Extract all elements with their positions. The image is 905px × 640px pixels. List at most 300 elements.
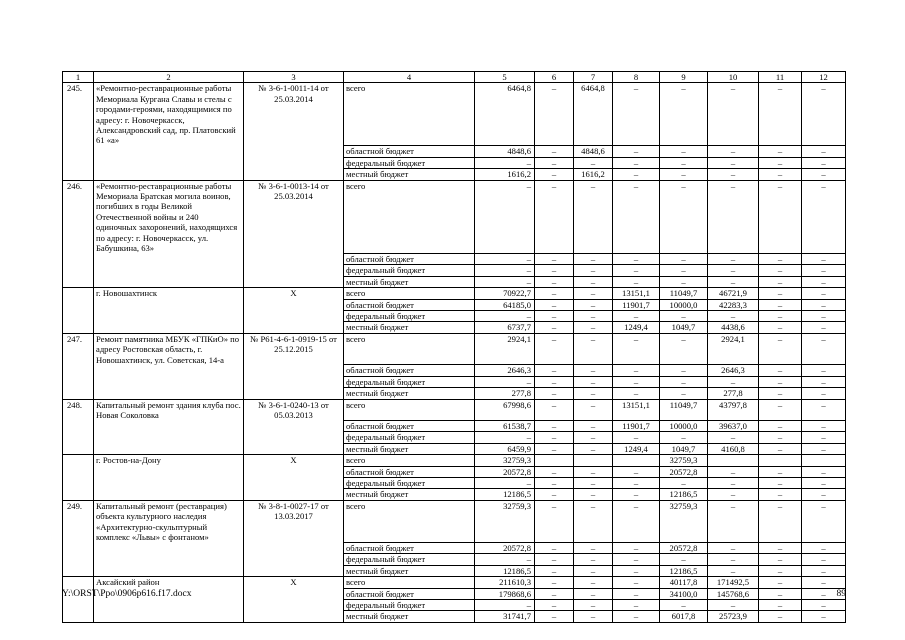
row-index (63, 265, 94, 276)
value-cell-c9: – (660, 432, 708, 443)
value-cell-c8: – (613, 310, 660, 321)
value-cell-c8: 11901,7 (613, 421, 660, 432)
value-cell-c9: – (660, 253, 708, 264)
row-index (63, 466, 94, 477)
document-number: № 3-6-1-0240-13 от 05.03.2013 (244, 399, 344, 420)
value-cell-c9: – (660, 554, 708, 565)
value-cell-c10 (708, 455, 759, 466)
value-cell-c9: 20572,8 (660, 466, 708, 477)
value-cell-c11: – (759, 310, 802, 321)
value-cell-c10: – (708, 310, 759, 321)
value-cell-c6: – (535, 600, 574, 611)
budget-source-label: федеральный бюджет (344, 265, 475, 276)
header-cell: 1 (63, 72, 94, 83)
object-name (94, 276, 244, 287)
value-cell-c9: – (660, 388, 708, 399)
document-number (244, 365, 344, 376)
value-cell-c9: – (660, 146, 708, 157)
value-cell-c7: – (574, 432, 613, 443)
object-name (94, 466, 244, 477)
value-cell-c5: – (475, 554, 535, 565)
budget-source-label: всего (344, 500, 475, 542)
budget-source-label: федеральный бюджет (344, 157, 475, 168)
value-cell-c10: – (708, 489, 759, 500)
value-cell-c10: – (708, 83, 759, 146)
value-cell-c8: – (613, 565, 660, 576)
value-cell-c5: 20572,8 (475, 542, 535, 553)
value-cell-c8: 11901,7 (613, 299, 660, 310)
value-cell-c12: – (802, 611, 846, 622)
value-cell-c11: – (759, 478, 802, 489)
value-cell-c5: 211610,3 (475, 577, 535, 588)
value-cell-c12: – (802, 478, 846, 489)
value-cell-c11: – (759, 322, 802, 333)
value-cell-c9: – (660, 276, 708, 287)
budget-source-label: местный бюджет (344, 169, 475, 180)
value-cell-c8: – (613, 276, 660, 287)
value-cell-c6: – (535, 146, 574, 157)
value-cell-c7: – (574, 554, 613, 565)
row-index (63, 288, 94, 299)
value-cell-c10: – (708, 432, 759, 443)
value-cell-c5: 1616,2 (475, 169, 535, 180)
header-cell: 4 (344, 72, 475, 83)
budget-source-label: местный бюджет (344, 388, 475, 399)
value-cell-c6: – (535, 299, 574, 310)
value-cell-c12: – (802, 421, 846, 432)
row-index (63, 310, 94, 321)
value-cell-c7: – (574, 180, 613, 253)
object-name (94, 443, 244, 454)
table-row (63, 157, 846, 168)
value-cell-c12 (802, 455, 846, 466)
value-cell-c10: 39637,0 (708, 421, 759, 432)
table-row (63, 299, 846, 310)
budget-source-label: федеральный бюджет (344, 310, 475, 321)
value-cell-c10: – (708, 478, 759, 489)
table-row (63, 253, 846, 264)
value-cell-c7: – (574, 376, 613, 387)
value-cell-c5: – (475, 253, 535, 264)
value-cell-c8: – (613, 600, 660, 611)
row-index (63, 388, 94, 399)
budget-source-label: федеральный бюджет (344, 376, 475, 387)
value-cell-c12: – (802, 600, 846, 611)
value-cell-c5: – (475, 265, 535, 276)
row-index (63, 611, 94, 622)
value-cell-c12: – (802, 180, 846, 253)
object-name (94, 554, 244, 565)
table-row (63, 542, 846, 553)
value-cell-c10: – (708, 157, 759, 168)
value-cell-c5: – (475, 310, 535, 321)
object-name: г. Ростов-на-Дону (94, 455, 244, 466)
budget-source-label: всего (344, 288, 475, 299)
object-name (94, 299, 244, 310)
value-cell-c10: 145768,6 (708, 588, 759, 599)
row-index: 245. (63, 83, 94, 146)
budget-source-label: всего (344, 83, 475, 146)
value-cell-c5: – (475, 276, 535, 287)
row-index: 248. (63, 399, 94, 420)
value-cell-c6: – (535, 83, 574, 146)
row-index (63, 565, 94, 576)
table-row (63, 432, 846, 443)
table-row (63, 310, 846, 321)
value-cell-c11: – (759, 388, 802, 399)
value-cell-c7: – (574, 388, 613, 399)
value-cell-c12: – (802, 565, 846, 576)
value-cell-c12: – (802, 500, 846, 542)
document-number (244, 169, 344, 180)
document-number (244, 542, 344, 553)
value-cell-c10: 2924,1 (708, 333, 759, 365)
value-cell-c7: – (574, 265, 613, 276)
value-cell-c11: – (759, 376, 802, 387)
value-cell-c9: 12186,5 (660, 489, 708, 500)
value-cell-c6: – (535, 388, 574, 399)
value-cell-c7: – (574, 489, 613, 500)
table-row (63, 443, 846, 454)
document-number (244, 600, 344, 611)
value-cell-c9: – (660, 310, 708, 321)
value-cell-c11: – (759, 169, 802, 180)
document-number (244, 253, 344, 264)
value-cell-c10: 46721,9 (708, 288, 759, 299)
value-cell-c10: 43797,8 (708, 399, 759, 420)
value-cell-c6: – (535, 322, 574, 333)
object-name (94, 388, 244, 399)
value-cell-c11: – (759, 299, 802, 310)
header-cell: 11 (759, 72, 802, 83)
object-name (94, 489, 244, 500)
table-row (63, 388, 846, 399)
value-cell-c9: – (660, 83, 708, 146)
value-cell-c11: – (759, 600, 802, 611)
value-cell-c7: – (574, 588, 613, 599)
value-cell-c5: 67998,6 (475, 399, 535, 420)
value-cell-c10: – (708, 542, 759, 553)
value-cell-c6: – (535, 365, 574, 376)
value-cell-c11: – (759, 466, 802, 477)
budget-source-label: федеральный бюджет (344, 432, 475, 443)
value-cell-c12: – (802, 322, 846, 333)
budget-source-label: областной бюджет (344, 421, 475, 432)
value-cell-c12: – (802, 577, 846, 588)
object-name (94, 310, 244, 321)
object-name (94, 600, 244, 611)
table-row (63, 565, 846, 576)
value-cell-c7: – (574, 565, 613, 576)
header-cell: 9 (660, 72, 708, 83)
value-cell-c7: – (574, 276, 613, 287)
document-number (244, 146, 344, 157)
value-cell-c8: – (613, 489, 660, 500)
table-row (63, 399, 846, 420)
value-cell-c11: – (759, 443, 802, 454)
table-row (63, 577, 846, 588)
footer-file-path: Y:\ORST\Ppo\0906p616.f17.docx (62, 589, 192, 599)
value-cell-c7: – (574, 399, 613, 420)
value-cell-c5: 31741,7 (475, 611, 535, 622)
object-name (94, 542, 244, 553)
document-number (244, 421, 344, 432)
row-index (63, 376, 94, 387)
value-cell-c7: – (574, 365, 613, 376)
budget-table (62, 71, 846, 623)
document-number (244, 489, 344, 500)
value-cell-c9: 6017,8 (660, 611, 708, 622)
table-row (63, 180, 846, 253)
object-name (94, 169, 244, 180)
value-cell-c6: – (535, 565, 574, 576)
value-cell-c7: – (574, 310, 613, 321)
budget-source-label: областной бюджет (344, 146, 475, 157)
value-cell-c12: – (802, 376, 846, 387)
document-number (244, 466, 344, 477)
value-cell-c6: – (535, 443, 574, 454)
row-index: 246. (63, 180, 94, 253)
value-cell-c5: – (475, 600, 535, 611)
document-number: № Р61-4-6-1-0919-15 от 25.12.2015 (244, 333, 344, 365)
value-cell-c9: 11049,7 (660, 399, 708, 420)
value-cell-c6: – (535, 310, 574, 321)
document-number (244, 157, 344, 168)
document-number (244, 299, 344, 310)
value-cell-c8: – (613, 542, 660, 553)
document-number: Х (244, 455, 344, 466)
object-name: Капитальный ремонт здания клуба пос. Новая Соколовка (94, 399, 244, 420)
value-cell-c8: – (613, 157, 660, 168)
budget-source-label: областной бюджет (344, 588, 475, 599)
value-cell-c10: – (708, 169, 759, 180)
value-cell-c12: – (802, 83, 846, 146)
value-cell-c7: – (574, 253, 613, 264)
value-cell-c7: – (574, 333, 613, 365)
value-cell-c9: – (660, 333, 708, 365)
value-cell-c6: – (535, 276, 574, 287)
row-index (63, 600, 94, 611)
object-name (94, 376, 244, 387)
budget-source-label: всего (344, 577, 475, 588)
value-cell-c9: – (660, 169, 708, 180)
value-cell-c6: – (535, 265, 574, 276)
header-cell: 6 (535, 72, 574, 83)
value-cell-c8: – (613, 500, 660, 542)
value-cell-c10: – (708, 600, 759, 611)
table-row (63, 455, 846, 466)
table-row (63, 489, 846, 500)
value-cell-c8: – (613, 478, 660, 489)
value-cell-c9: 40117,8 (660, 577, 708, 588)
value-cell-c6: – (535, 288, 574, 299)
value-cell-c11: – (759, 333, 802, 365)
value-cell-c5: 6464,8 (475, 83, 535, 146)
document-number (244, 432, 344, 443)
value-cell-c11: – (759, 588, 802, 599)
object-name: Капитальный ремонт (реставрация) объекта культурного наследия «Архитектурно-скульптурный комплекс «Львы» с фонтаном» (94, 500, 244, 542)
value-cell-c8: – (613, 611, 660, 622)
value-cell-c9: 34100,0 (660, 588, 708, 599)
value-cell-c7: – (574, 322, 613, 333)
value-cell-c12: – (802, 333, 846, 365)
table-row (63, 83, 846, 146)
object-name (94, 611, 244, 622)
value-cell-c6: – (535, 169, 574, 180)
value-cell-c12: – (802, 489, 846, 500)
header-row (63, 72, 846, 83)
document-number: № 3-8-1-0027-17 от 13.03.2017 (244, 500, 344, 542)
value-cell-c6: – (535, 577, 574, 588)
value-cell-c11: – (759, 365, 802, 376)
value-cell-c12: – (802, 365, 846, 376)
value-cell-c10: 277,8 (708, 388, 759, 399)
value-cell-c11: – (759, 276, 802, 287)
value-cell-c5: 4848,6 (475, 146, 535, 157)
value-cell-c6: – (535, 489, 574, 500)
value-cell-c12: – (802, 253, 846, 264)
budget-source-label: всего (344, 399, 475, 420)
value-cell-c11 (759, 455, 802, 466)
value-cell-c12: – (802, 310, 846, 321)
object-name (94, 365, 244, 376)
budget-source-label: всего (344, 455, 475, 466)
value-cell-c10: 171492,5 (708, 577, 759, 588)
value-cell-c6: – (535, 253, 574, 264)
value-cell-c9: – (660, 180, 708, 253)
document-number (244, 611, 344, 622)
value-cell-c9: 10000,0 (660, 299, 708, 310)
value-cell-c9: 32759,3 (660, 455, 708, 466)
row-index (63, 322, 94, 333)
value-cell-c5: 32759,3 (475, 455, 535, 466)
value-cell-c5: 64185,0 (475, 299, 535, 310)
value-cell-c10: – (708, 276, 759, 287)
row-index (63, 253, 94, 264)
value-cell-c6: – (535, 399, 574, 420)
value-cell-c11: – (759, 489, 802, 500)
object-name (94, 432, 244, 443)
value-cell-c8: – (613, 253, 660, 264)
value-cell-c5: 6459,9 (475, 443, 535, 454)
header-cell: 12 (802, 72, 846, 83)
value-cell-c11: – (759, 180, 802, 253)
value-cell-c5: 179868,6 (475, 588, 535, 599)
value-cell-c8: – (613, 376, 660, 387)
object-name (94, 265, 244, 276)
value-cell-c10: 4438,6 (708, 322, 759, 333)
budget-source-label: областной бюджет (344, 253, 475, 264)
value-cell-c6: – (535, 611, 574, 622)
value-cell-c12: – (802, 288, 846, 299)
header-cell: 7 (574, 72, 613, 83)
budget-source-label: федеральный бюджет (344, 478, 475, 489)
value-cell-c5: 2646,3 (475, 365, 535, 376)
value-cell-c11: – (759, 611, 802, 622)
budget-source-label: областной бюджет (344, 542, 475, 553)
value-cell-c6: – (535, 333, 574, 365)
value-cell-c11: – (759, 146, 802, 157)
table-row (63, 611, 846, 622)
value-cell-c5: 12186,5 (475, 565, 535, 576)
object-name (94, 322, 244, 333)
value-cell-c12: – (802, 466, 846, 477)
value-cell-c9: 32759,3 (660, 500, 708, 542)
table-row (63, 265, 846, 276)
value-cell-c5: 61538,7 (475, 421, 535, 432)
row-index (63, 542, 94, 553)
value-cell-c9: 10000,0 (660, 421, 708, 432)
value-cell-c10: – (708, 500, 759, 542)
value-cell-c11: – (759, 253, 802, 264)
value-cell-c6: – (535, 376, 574, 387)
value-cell-c7: – (574, 421, 613, 432)
value-cell-c11: – (759, 565, 802, 576)
value-cell-c10: 4160,8 (708, 443, 759, 454)
value-cell-c12: – (802, 399, 846, 420)
value-cell-c7 (574, 455, 613, 466)
document-number (244, 443, 344, 454)
budget-source-label: федеральный бюджет (344, 554, 475, 565)
value-cell-c7: – (574, 542, 613, 553)
budget-source-label: местный бюджет (344, 565, 475, 576)
value-cell-c5: 6737,7 (475, 322, 535, 333)
value-cell-c8: 1249,4 (613, 443, 660, 454)
value-cell-c12: – (802, 157, 846, 168)
value-cell-c5: 12186,5 (475, 489, 535, 500)
value-cell-c7: – (574, 478, 613, 489)
header-cell: 2 (94, 72, 244, 83)
value-cell-c7: – (574, 288, 613, 299)
value-cell-c8: – (613, 554, 660, 565)
value-cell-c8: – (613, 588, 660, 599)
value-cell-c5: 20572,8 (475, 466, 535, 477)
value-cell-c11: – (759, 399, 802, 420)
value-cell-c6: – (535, 500, 574, 542)
value-cell-c12: – (802, 588, 846, 599)
value-cell-c10: 2646,3 (708, 365, 759, 376)
header-cell: 5 (475, 72, 535, 83)
value-cell-c12: – (802, 265, 846, 276)
table-row (63, 276, 846, 287)
table-row (63, 288, 846, 299)
document-number (244, 554, 344, 565)
budget-source-label: местный бюджет (344, 276, 475, 287)
value-cell-c12: – (802, 299, 846, 310)
row-index (63, 169, 94, 180)
budget-source-label: местный бюджет (344, 443, 475, 454)
document-number: № 3-6-1-0011-14 от 25.03.2014 (244, 83, 344, 146)
object-name: Ремонт памятника МБУК «ГПКиО» по адресу Ростовская область, г. Новошахтинск, ул. Советская, 14-а (94, 333, 244, 365)
value-cell-c6: – (535, 432, 574, 443)
value-cell-c7: – (574, 157, 613, 168)
value-cell-c8: 13151,1 (613, 288, 660, 299)
table-row (63, 600, 846, 611)
object-name: «Ремонтно-реставрационные работы Мемориала Братская могила воинов, погибших в годы Великой Отечественной войны и 240 одиночных захоронений, находящихся по адресу: г. Новочеркасск, ул. Бабушкина, 63» (94, 180, 244, 253)
document-number (244, 322, 344, 333)
document-number (244, 388, 344, 399)
value-cell-c11: – (759, 542, 802, 553)
object-name (94, 565, 244, 576)
row-index: 249. (63, 500, 94, 542)
table-row (63, 466, 846, 477)
object-name (94, 157, 244, 168)
budget-source-label: местный бюджет (344, 322, 475, 333)
value-cell-c6: – (535, 180, 574, 253)
row-index (63, 443, 94, 454)
value-cell-c8: – (613, 265, 660, 276)
value-cell-c9: 20572,8 (660, 542, 708, 553)
